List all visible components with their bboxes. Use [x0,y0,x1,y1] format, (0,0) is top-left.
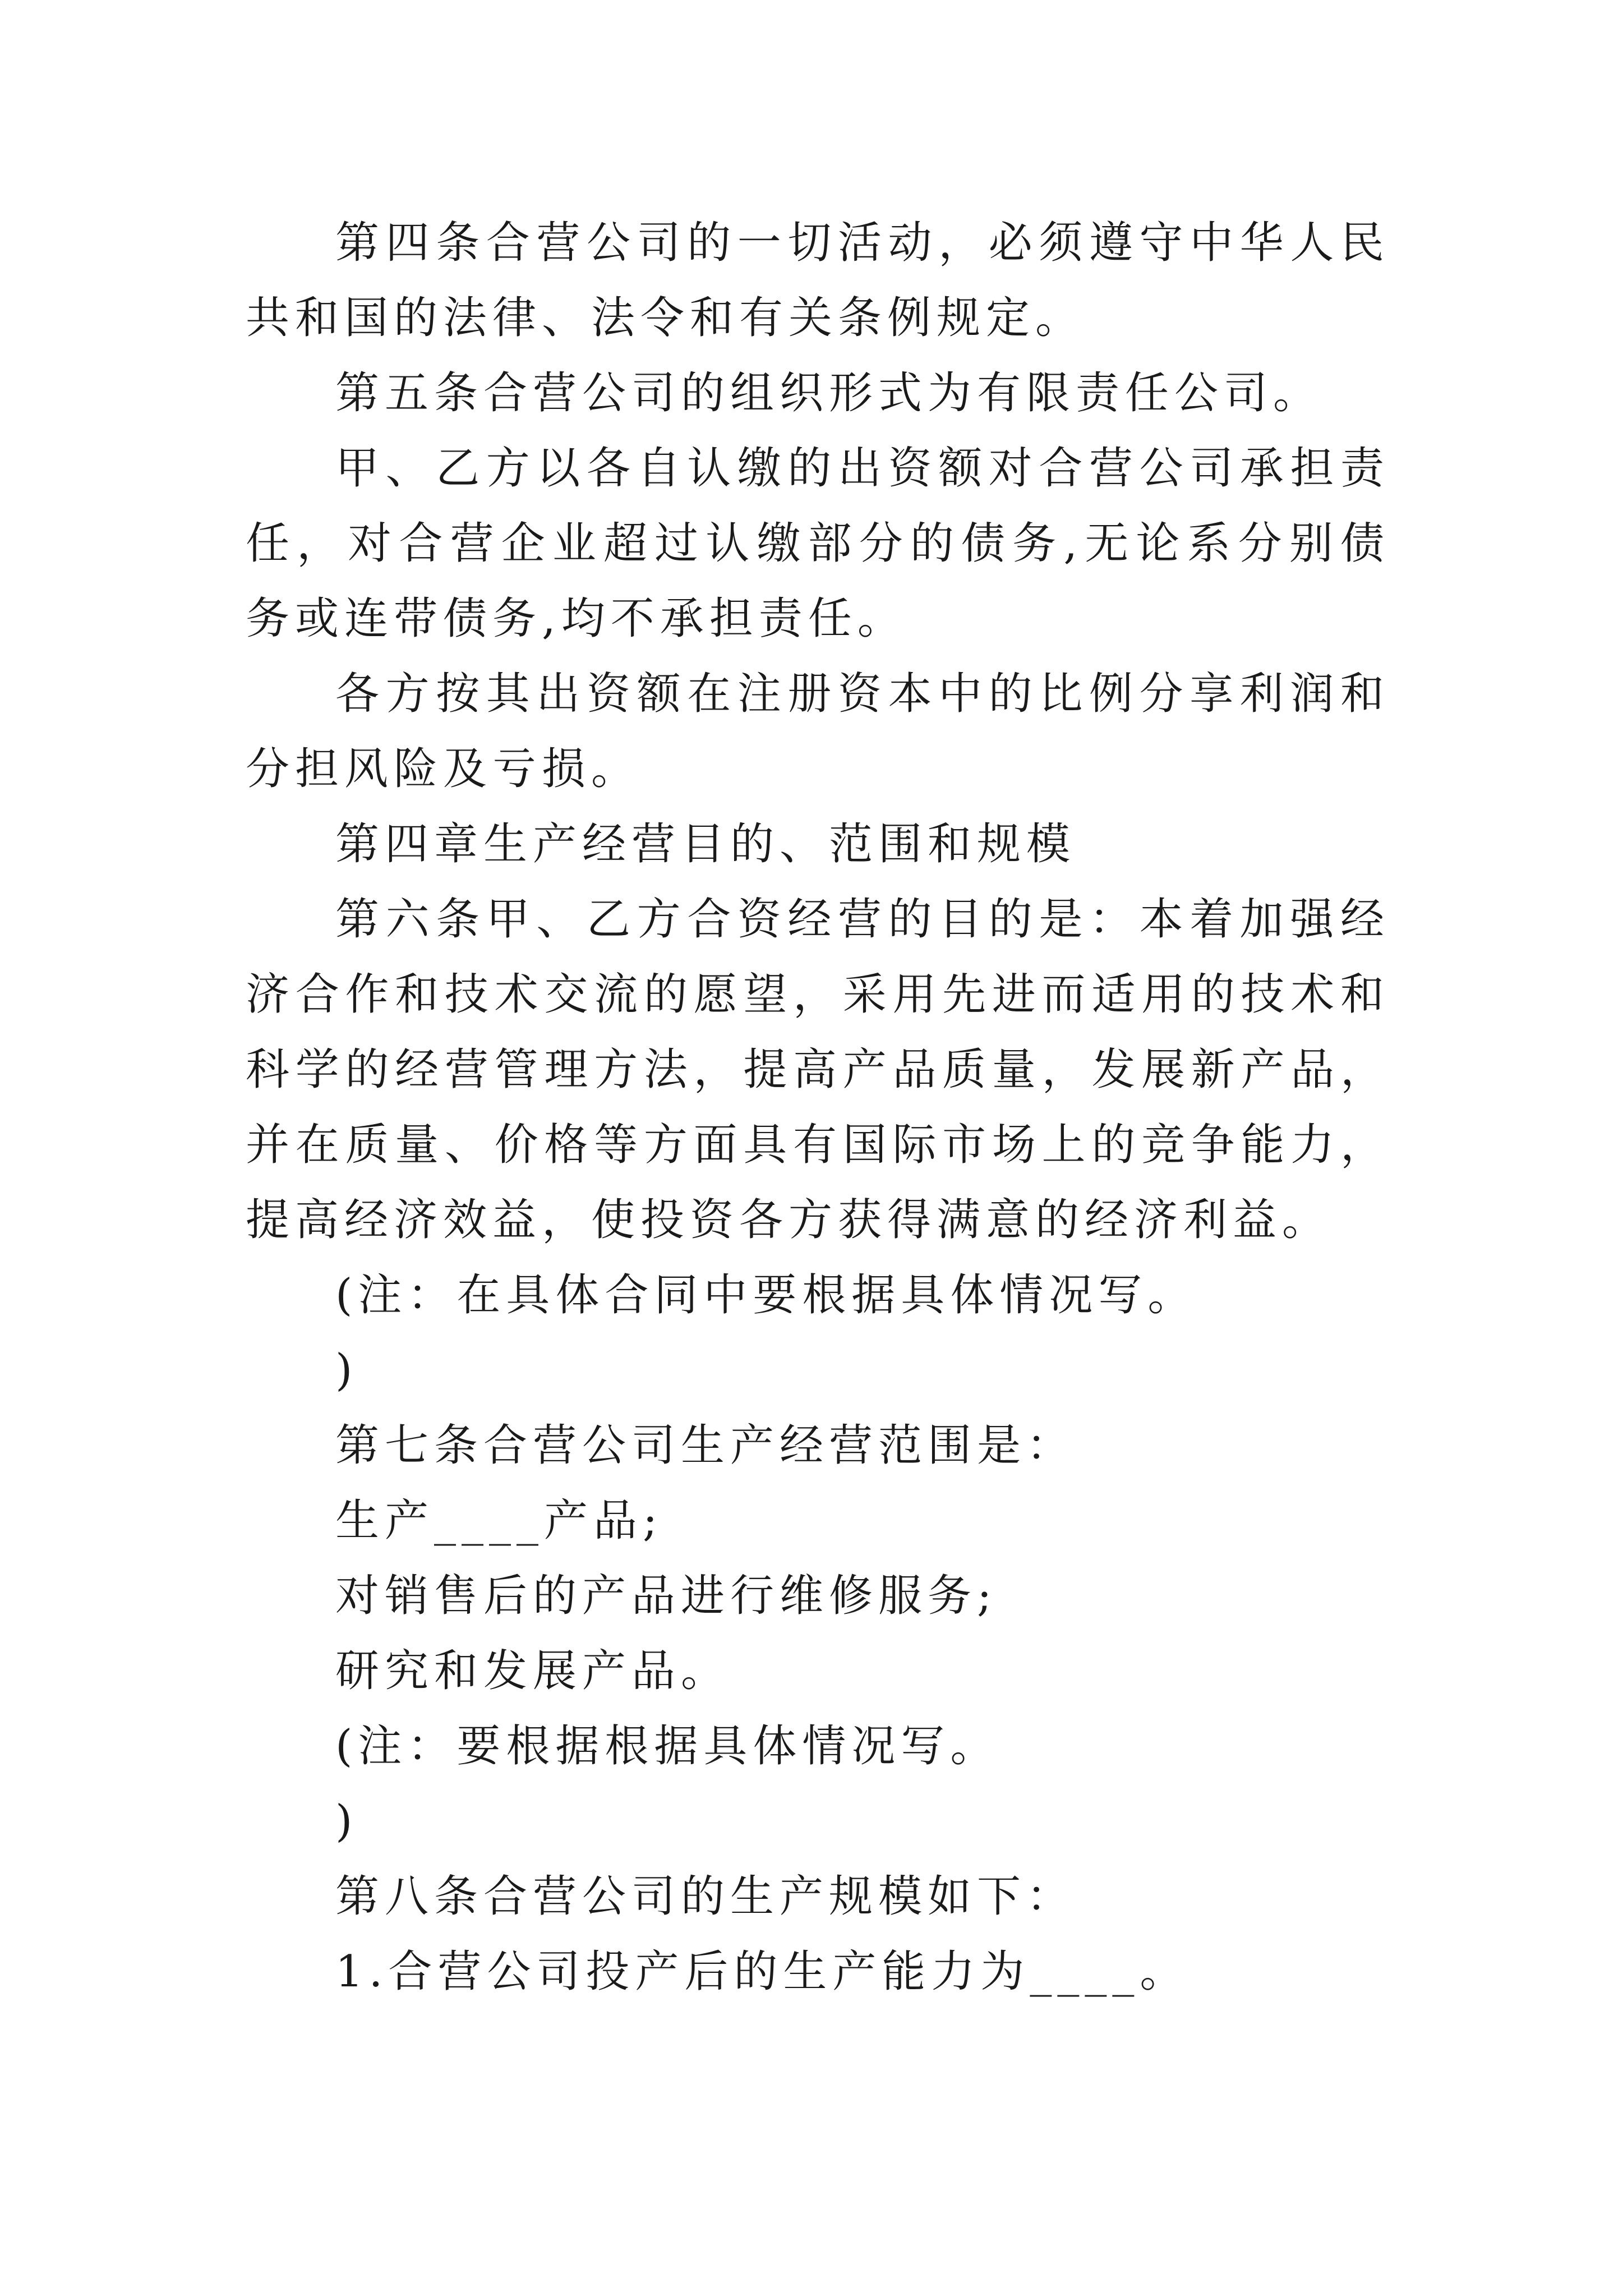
note-1-open: (注：在具体合同中要根据具体情况写。 [335,1270,1197,1320]
article-7-paragraph: 第七条合营公司生产经营范围是： [335,1420,1076,1471]
maintenance-line: 对销售后的产品进行维修服务; [335,1571,998,1621]
liability-paragraph: 甲、乙方以各自认缴的出资额对合营公司承担责任，对合营企业超过认缴部分的债务,无论系分别债务或连带债务,均不承担责任。 [246,443,1390,644]
chapter-4-heading: 第四章生产经营目的、范围和规模 [335,819,1076,869]
profit-sharing-paragraph: 各方按其出资额在注册资本中的比例分享利润和分担风险及亏损。 [246,669,1390,794]
research-line: 研究和发展产品。 [335,1646,731,1696]
note-1-close: ) [335,1345,358,1396]
article-6-paragraph: 第六条甲、乙方合资经营的目的是：本着加强经济合作和技术交流的愿望，采用先进而适用的技术和科学的经营管理方法，提高产品质量，发展新产品，并在质量、价格等方面具有国际市场上的竞争能力，提高经济效益，使投资各方获得满意的经济利益。 [246,894,1390,1245]
article-4-paragraph: 第四条合营公司的一切活动，必须遵守中华人民共和国的法律、法令和有关条例规定。 [246,218,1390,343]
capacity-line [246,1934,1390,2009]
capacity-blank: ____ [1030,1947,1140,1997]
produce-blank: ____ [434,1496,545,1546]
document-body [246,205,1390,2009]
note-2-close: ) [335,1796,358,1847]
produce-line [246,1483,1390,1558]
note-2-open: (注：要根据根据具体情况写。 [335,1721,1000,1772]
produce-prefix: 生产 [335,1496,435,1546]
capacity-prefix: 1.合营公司投产后的生产能力为 [335,1947,1030,1997]
article-8-paragraph: 第八条合营公司的生产规模如下： [335,1871,1076,1922]
produce-suffix: 产品; [544,1496,663,1546]
article-5-paragraph: 第五条合营公司的组织形式为有限责任公司。 [335,368,1323,418]
capacity-suffix: 。 [1140,1947,1189,1997]
